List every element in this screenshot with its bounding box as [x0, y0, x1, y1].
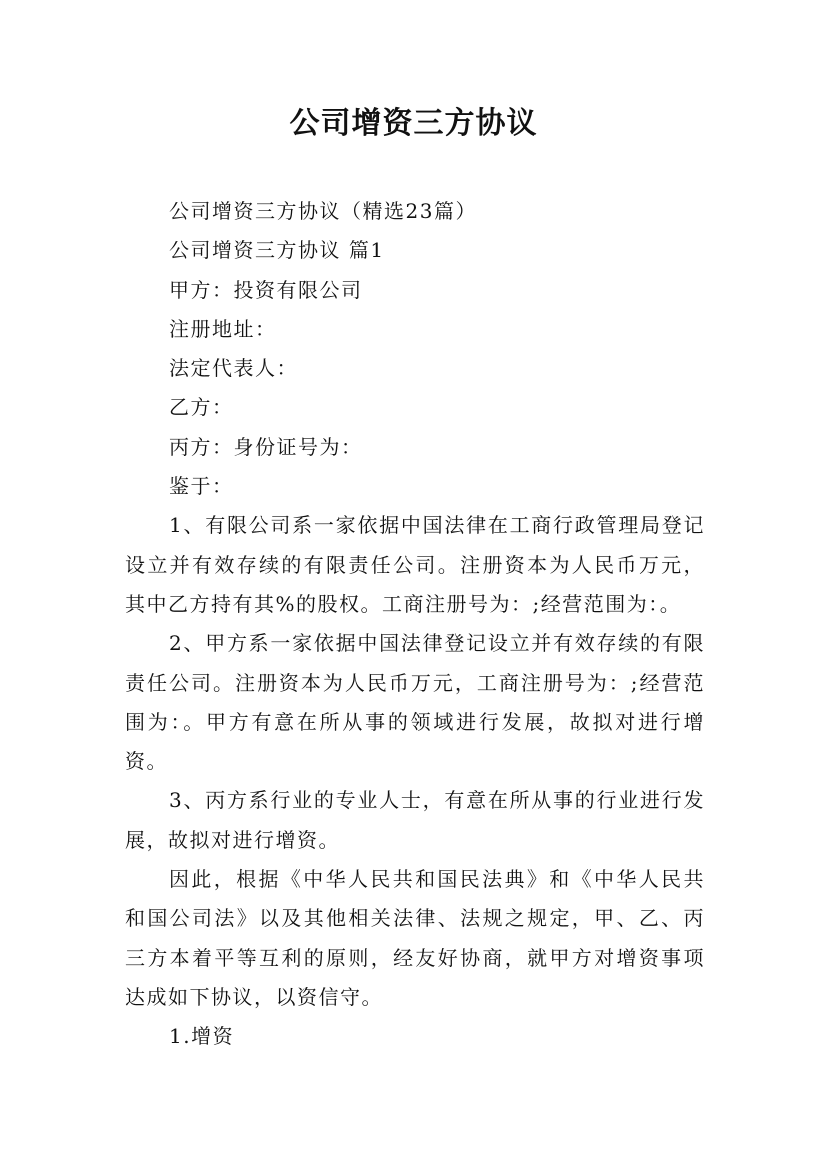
paragraph-legal-representative: 法定代表人：	[169, 356, 298, 381]
paragraph-capital-increase: 1.增资	[169, 1024, 235, 1049]
paragraph-whereas: 鉴于：	[169, 474, 234, 499]
document-body	[125, 192, 705, 1057]
paragraph-section-heading: 公司增资三方协议 篇1	[169, 238, 385, 263]
document-title: 公司增资三方协议	[289, 106, 538, 141]
paragraph-therefore: 因此，根据《中华人民共和国民法典》和《中华人民共和国公司法》以及其他相关法律、法规之规定，甲、乙、丙三方本着平等互利的原则，经友好协商，就甲方对增资事项达成如下协议，以资信守。	[125, 867, 705, 1009]
paragraph-clause-2: 2、甲方系一家依据中国法律登记设立并有效存续的有限责任公司。注册资本为人民币万元，工商注册号为：;经营范围为：。甲方有意在所从事的领域进行发展，故拟对进行增资。	[125, 631, 705, 774]
paragraph-clause-3: 3、丙方系行业的专业人士，有意在所从事的行业进行发展，故拟对进行增资。	[125, 788, 705, 852]
paragraph-subtitle: 公司增资三方协议（精选23篇）	[169, 199, 477, 223]
paragraph-clause-1: 1、有限公司系一家依据中国法律在工商行政管理局登记设立并有效存续的有限责任公司。注册资本为人民币万元，其中乙方持有其%的股权。工商注册号为：;经营范围为：。	[125, 513, 705, 616]
paragraph-party-b: 乙方：	[169, 395, 234, 420]
paragraph-party-a: 甲方：投资有限公司	[169, 277, 363, 302]
paragraph-registered-address: 注册地址：	[169, 316, 277, 341]
paragraph-party-c: 丙方：身份证号为：	[169, 434, 363, 459]
